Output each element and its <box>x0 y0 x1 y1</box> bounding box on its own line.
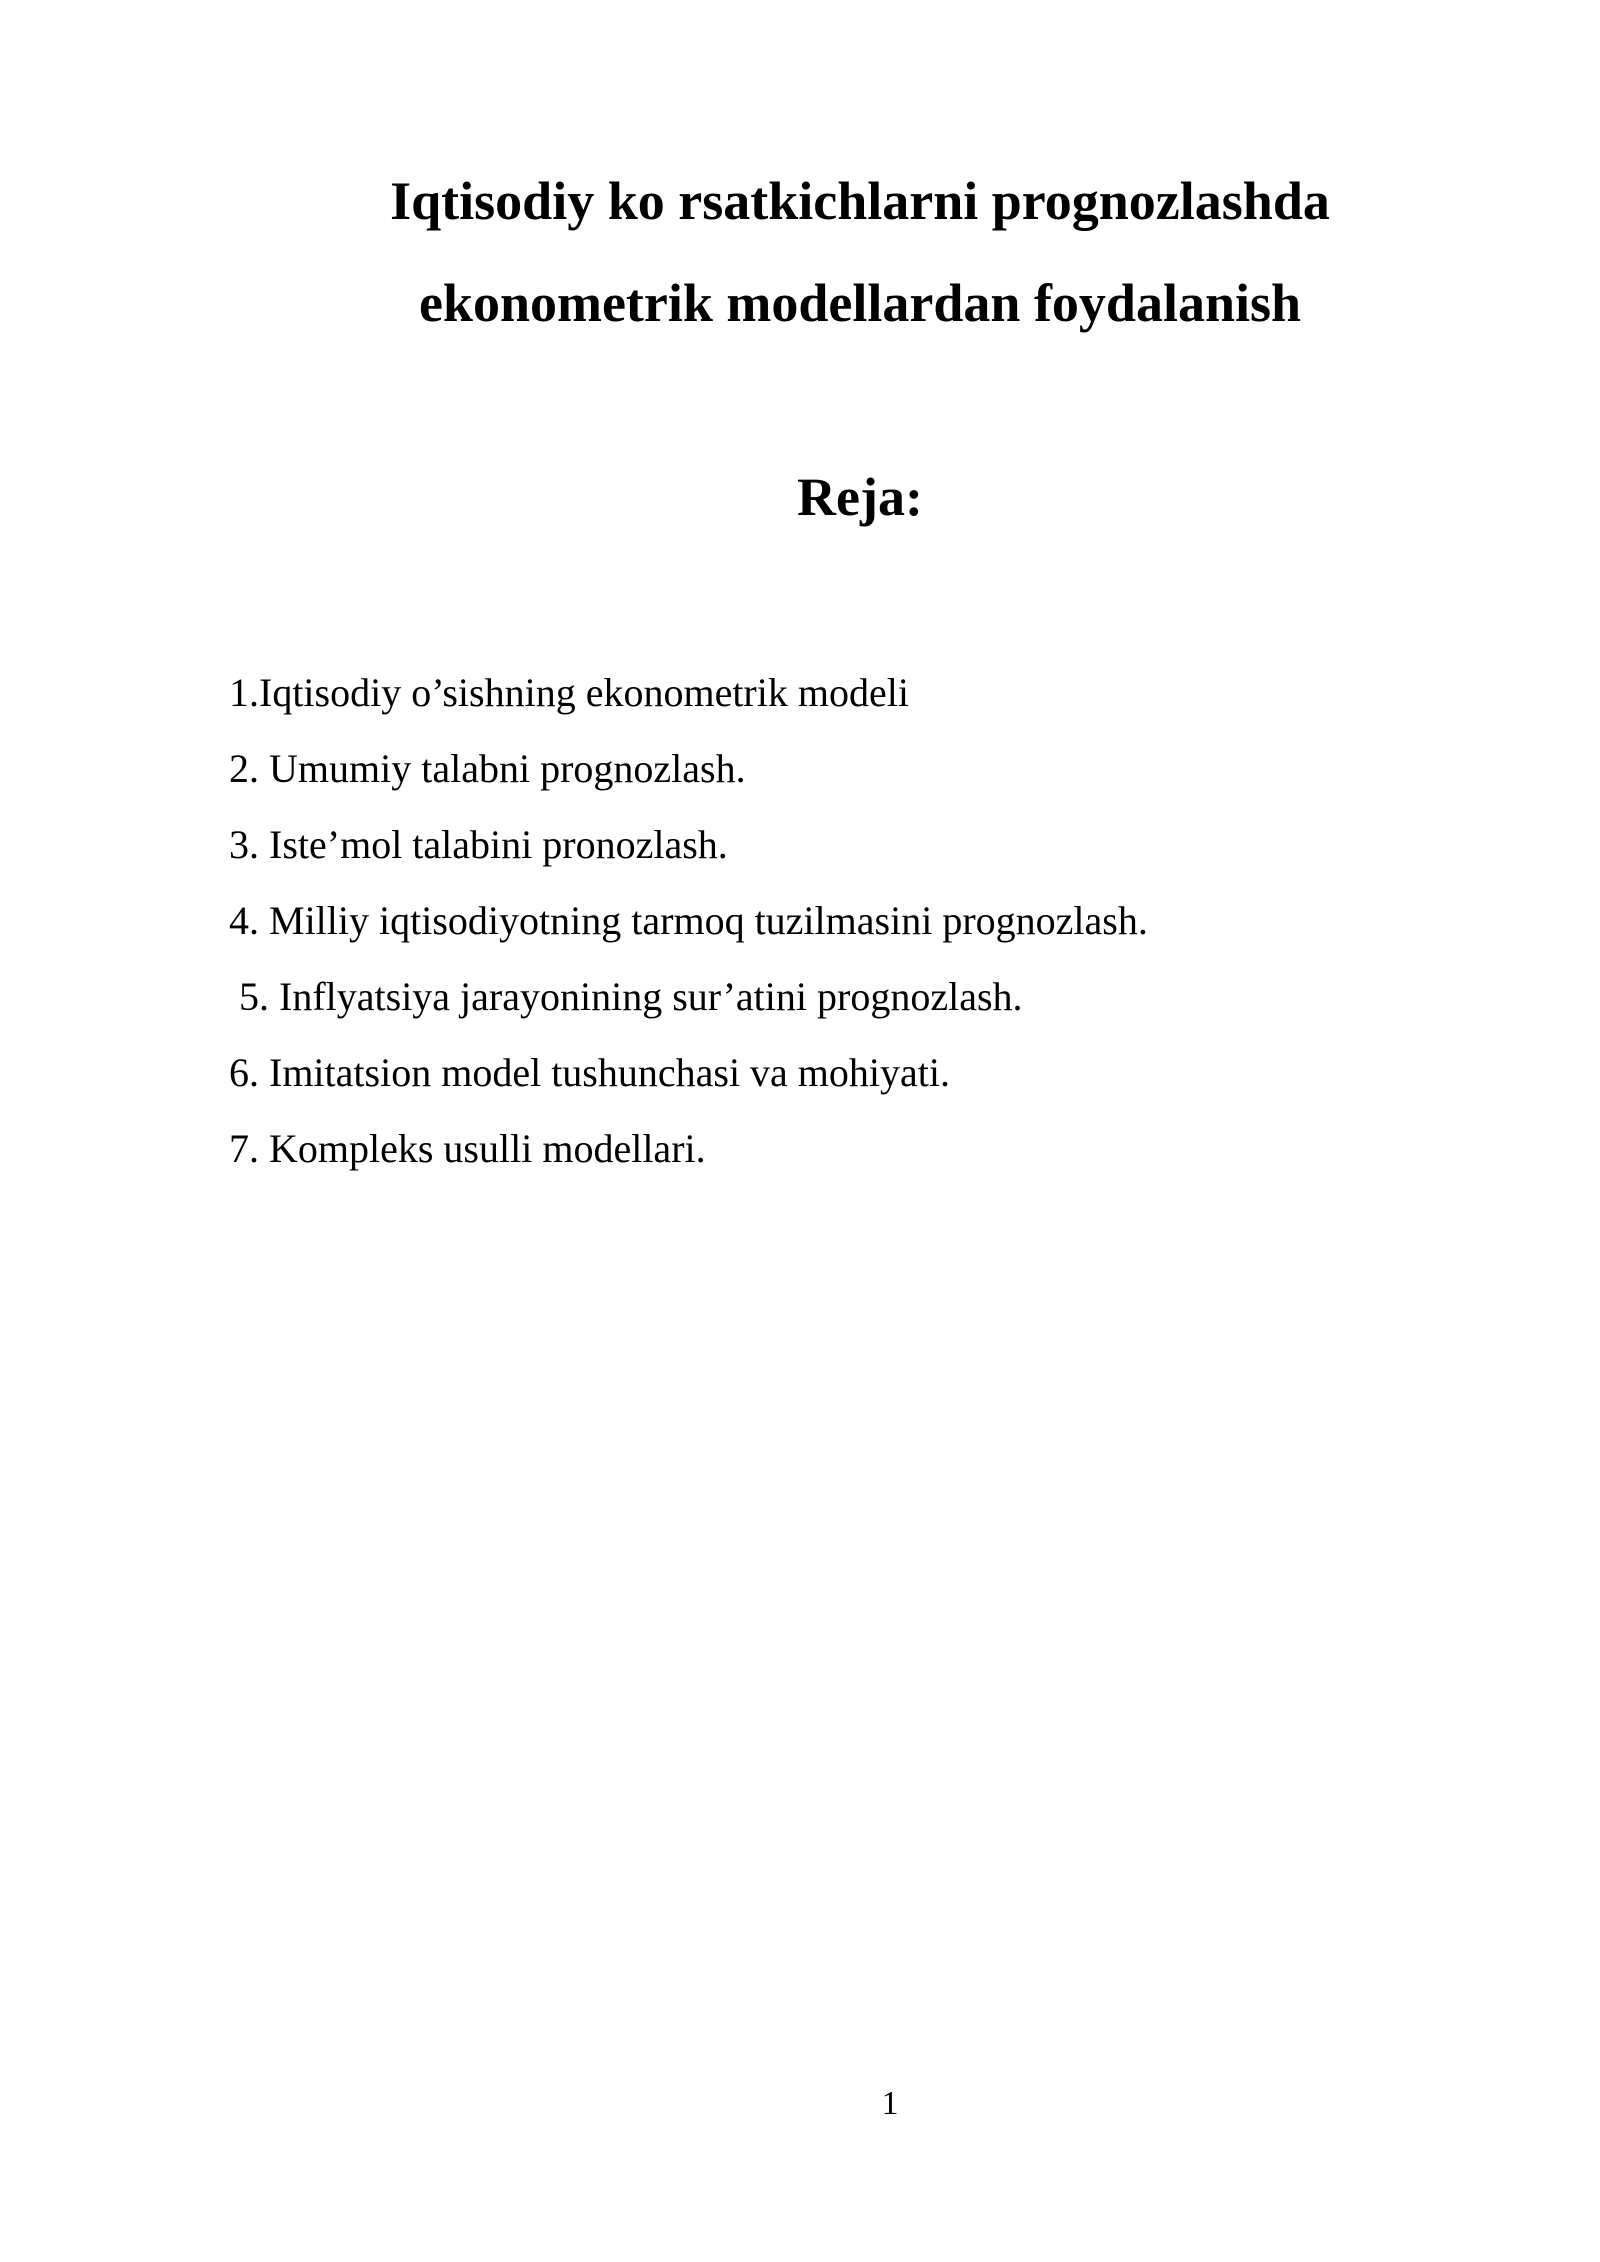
plan-item: 4. Milliy iqtisodiyotning tarmoq tuzilmasini prognozlash. <box>229 898 1148 943</box>
plan-item: 5. Inflyatsiya jarayonining sur’atini prognozlash. <box>229 974 1023 1019</box>
title-line-1: Iqtisodiy ko rsatkichlarni prognozlashda <box>390 171 1330 231</box>
plan-list <box>229 655 1379 1187</box>
plan-item: 1.Iqtisodiy o’sishning ekonometrik modeli <box>229 670 909 715</box>
page-number: 1 <box>881 2085 899 2122</box>
document-title <box>300 150 1420 354</box>
title-line-2: ekonometrik modellardan foydalanish <box>418 273 1302 333</box>
plan-item: 2. Umumiy talabni prognozlash. <box>229 746 746 791</box>
plan-item: 6. Imitatsion model tushunchasi va mohiyati. <box>229 1050 951 1095</box>
plan-item: 3. Iste’mol talabini pronozlash. <box>229 822 728 867</box>
plan-heading: Reja: <box>797 467 923 527</box>
plan-item: 7. Kompleks usulli modellari. <box>229 1126 706 1171</box>
